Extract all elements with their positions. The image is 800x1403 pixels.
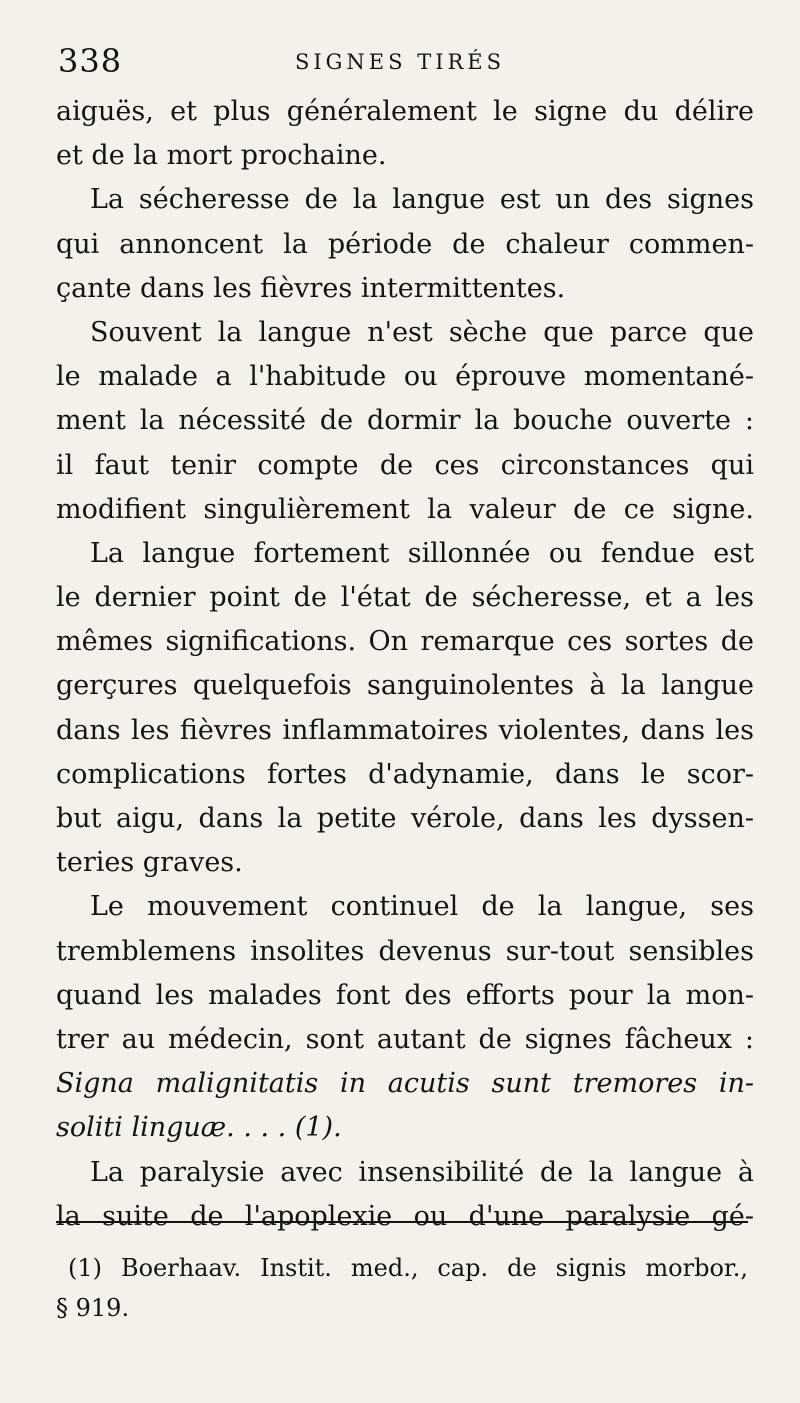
text-line: trer au médecin, sont autant de signes fâcheux : [56,1023,754,1055]
text-line-latin: soliti linguæ. . . . (1). [56,1112,342,1144]
running-title: SIGNES TIRÉS [294,50,506,74]
text-line: teries graves. [56,847,243,879]
text-line: quand les malades font des efforts pour la mon- [56,979,754,1011]
text-line: La sécheresse de la langue est un des signes [90,184,754,216]
text-line: tremblemens insolites devenus sur-tout sensibles [56,935,754,967]
footnote-line: § 919. [56,1294,130,1322]
text-line: qui annoncent la période de chaleur commen- [56,228,754,260]
footnote [56,1248,748,1328]
text-line-latin: Signa malignitatis in acutis sunt tremores in- [56,1068,754,1100]
text-line: mêmes significations. On remarque ces sortes de [56,626,754,658]
body-text [56,90,754,1239]
text-line: complications fortes d'adynamie, dans le scor- [56,758,754,790]
footnote-rule [56,1221,748,1223]
text-line: aiguës, et plus généralement le signe du délire [56,96,754,127]
text-line: Souvent la langue n'est sèche que parce que [90,316,754,348]
text-line: et de la mort prochaine. [56,140,387,172]
text-line: la suite de l'apoplexie ou d'une paralysie gé- [56,1200,754,1232]
text-line: La paralysie avec insensibilité de la langue à [90,1156,754,1188]
text-line: çante dans les fièvres intermittentes. [56,272,566,304]
text-line: le dernier point de l'état de sécheresse, et a les [56,582,754,614]
text-line: il faut tenir compte de ces circonstances qui [56,449,754,481]
text-line: ment la nécessité de dormir la bouche ouverte : [56,405,754,437]
text-line: modifient singulièrement la valeur de ce signe. [56,493,754,525]
text-line: le malade a l'habitude ou éprouve momentané- [56,361,754,393]
page-number: 338 [58,42,123,80]
text-line: dans les fièvres inflammatoires violentes, dans les [56,714,754,746]
text-line: La langue fortement sillonnée ou fendue est [90,537,754,569]
running-head [58,42,742,82]
text-line: but aigu, dans la petite vérole, dans les dyssen- [56,803,754,834]
text-line: gerçures quelquefois sanguinolentes à la langue [56,670,754,702]
footnote-line: (1) Boerhaav. Instit. med., cap. de signis morbor., [68,1254,748,1282]
text-line: Le mouvement continuel de la langue, ses [90,891,754,923]
